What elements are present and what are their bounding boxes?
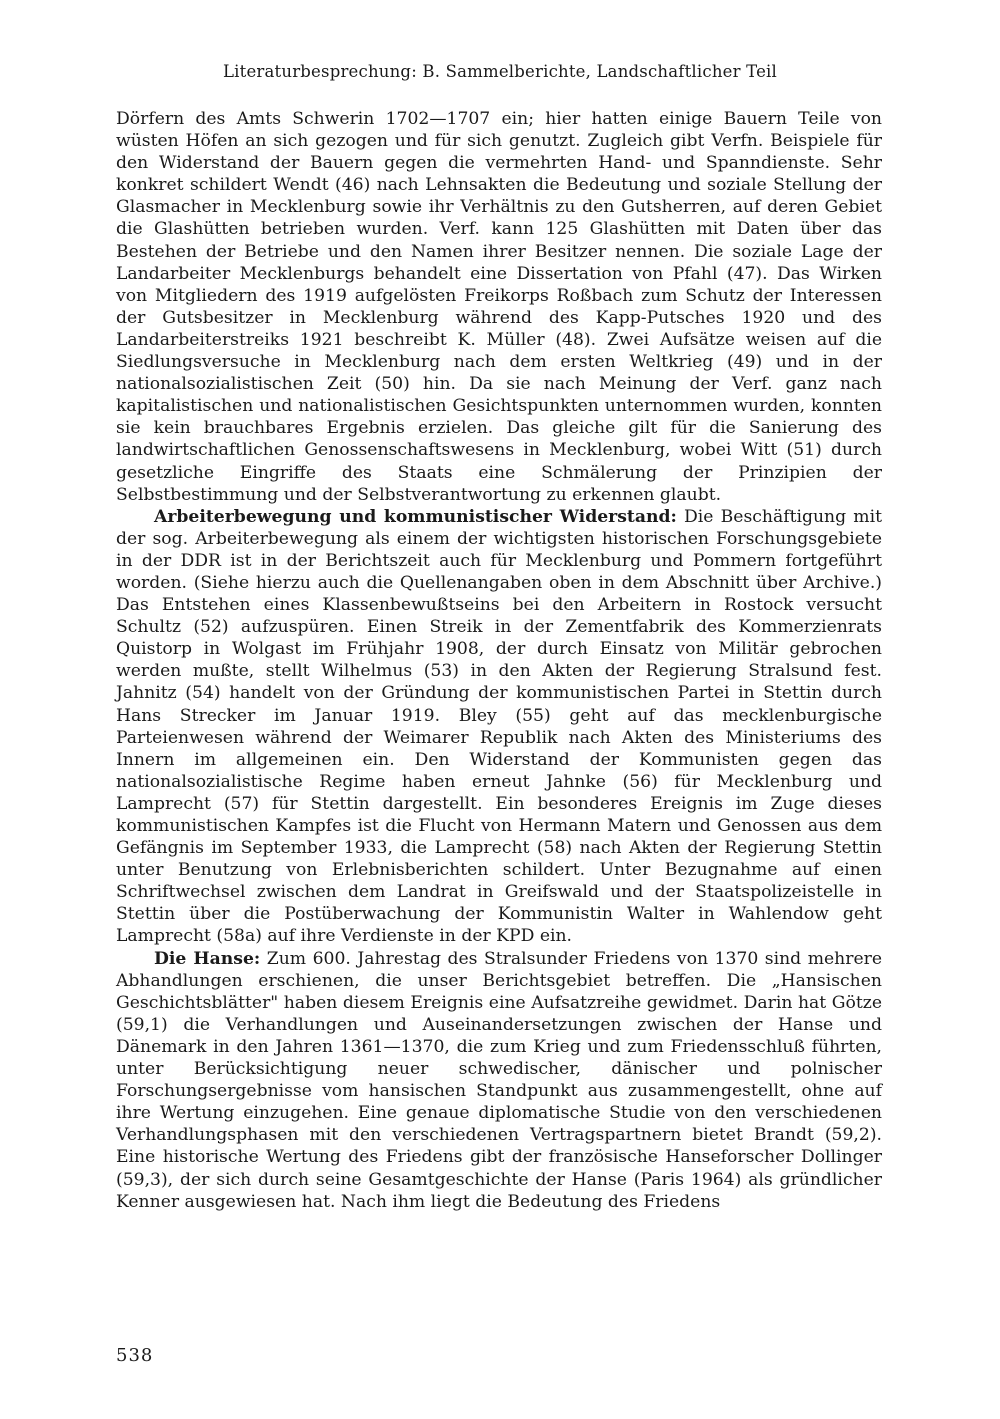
page-number: 538 (116, 1345, 154, 1366)
section-arbeiterbewegung (116, 506, 882, 948)
running-header: Literaturbesprechung: B. Sammelberichte, Landschaftlicher Teil (223, 62, 777, 81)
section-heading: Die Hanse: (154, 948, 261, 969)
paragraph-continuation (116, 108, 882, 506)
paragraph-text: Dörfern des Amts Schwerin 1702—1707 ein; hier hatten einige Bauern Teile von wüsten Höfen an sich gezogen und für sich genutzt. Zugleich gibt Verfn. Beispiele für den Widerstand der Bauern gegen die vermehrten Hand- und Spanndienste. Sehr konkret schildert Wendt (46) nach Lehnsakten die Bedeutung und soziale Stellung der Glasmacher in Mecklenburg sowie ihr Verhältnis zu den Gutsherren, auf deren Gebiet die Glashütten betrieben wurden. Verf. kann 125 Glashütten mit Daten über das Bestehen der Betriebe und den Namen ihrer Besitzer nennen. Die soziale Lage der Landarbeiter Mecklenburgs behandelt eine Dissertation von Pfahl (47). Das Wirken von Mitgliedern des 1919 aufgelösten Freikorps Roßbach zum Schutz der Interessen der Gutsbesitzer in Mecklenburg während des Kapp-Putsches 1920 und des Landarbeiterstreiks 1921 beschreibt K. Müller (48). Zwei Aufsätze weisen auf die Siedlungsversuche in Mecklenburg nach dem ersten Weltkrieg (49) und in der nationalsozialistischen Zeit (50) hin. Da sie nach Meinung der Verf. ganz nach kapitalistischen und nationalistischen Gesichtspunkten unternommen wurden, konnten sie kein brauchbares Ergebnis erzielen. Das gleiche gilt für die Sanierung des landwirtschaftlichen Genossenschaftswesens in Mecklenburg, wobei Witt (51) durch gesetzliche Eingriffe des Staats eine Schmälerung der Prinzipien der Selbstbestimmung und der Selbstverantwortung zu erkennen glaubt. (116, 109, 882, 505)
body-text (116, 108, 882, 1213)
section-text: Die Beschäftigung mit der sog. Arbeiterbewegung als einem der wichtigsten historischen Forschungsgebiete in der DDR ist in der Berichtszeit auch für Mecklenburg und Pommern fortgeführt worden. (Siehe hierzu auch die Quellenangaben oben in dem Abschnitt über Archive.) Das Entstehen eines Klassenbewußtseins bei den Arbeitern in Rostock versucht Schultz (52) aufzuspüren. Einen Streik in der Zementfabrik des Kommerzienrats Quistorp in Wolgast im Frühjahr 1908, der durch Einsatz von Militär gebrochen werden mußte, stellt Wilhelmus (53) in den Akten der Regierung Stralsund fest. Jahnitz (54) handelt von der Gründung der kommunistischen Partei in Stettin durch Hans Strecker im Januar 1919. Bley (55) geht auf das mecklenburgische Parteienwesen während der Weimarer Republik nach Akten des Ministeriums des Innern im allgemeinen ein. Den Widerstand der Kommunisten gegen das nationalsozialistische Regime haben erneut Jahnke (56) für Mecklenburg und Lamprecht (57) für Stettin dargestellt. Ein besonderes Ereignis im Zuge dieses kommunistischen Kampfes ist die Flucht von Hermann Matern und Genossen aus dem Gefängnis im September 1933, die Lamprecht (58) nach Akten der Regierung Stettin unter Benutzung von Erlebnisberichten schildert. Unter Bezugnahme auf einen Schriftwechsel zwischen dem Landrat in Greifswald und der Staatspolizeistelle in Stettin über die Postüberwachung der Kommunistin Walter in Wahlendow geht Lamprecht (58a) auf ihre Verdienste in der KPD ein. (116, 506, 882, 947)
section-hanse (116, 948, 882, 1213)
section-text: Zum 600. Jahrestag des Stralsunder Friedens von 1370 sind mehrere Abhandlungen erschienen, die unser Berichtsgebiet betreffen. Die „Hansischen Geschichtsblätter" haben diesem Ereignis eine Aufsatzreihe gewidmet. Darin hat Götze (59,1) die Verhandlungen und Auseinandersetzungen zwischen der Hanse und Dänemark in den Jahren 1361—1370, die zum Krieg und zum Friedensschluß führten, unter Berücksichtigung neuer schwedischer, dänischer und polnischer Forschungsergebnisse vom hansischen Standpunkt aus zusammengestellt, ohne auf ihre Wertung einzugehen. Eine genaue diplomatische Studie von den verschiedenen Verhandlungsphasen mit den verschiedenen Vertragspartnern bietet Brandt (59,2). Eine historische Wertung des Friedens gibt der französische Hanseforscher Dollinger (59,3), der sich durch seine Gesamtgeschichte der Hanse (Paris 1964) als gründlicher Kenner ausgewiesen hat. Nach ihm liegt die Bedeutung des Friedens (116, 948, 883, 1212)
section-heading: Arbeiterbewegung und kommunistischer Widerstand: (154, 506, 677, 527)
